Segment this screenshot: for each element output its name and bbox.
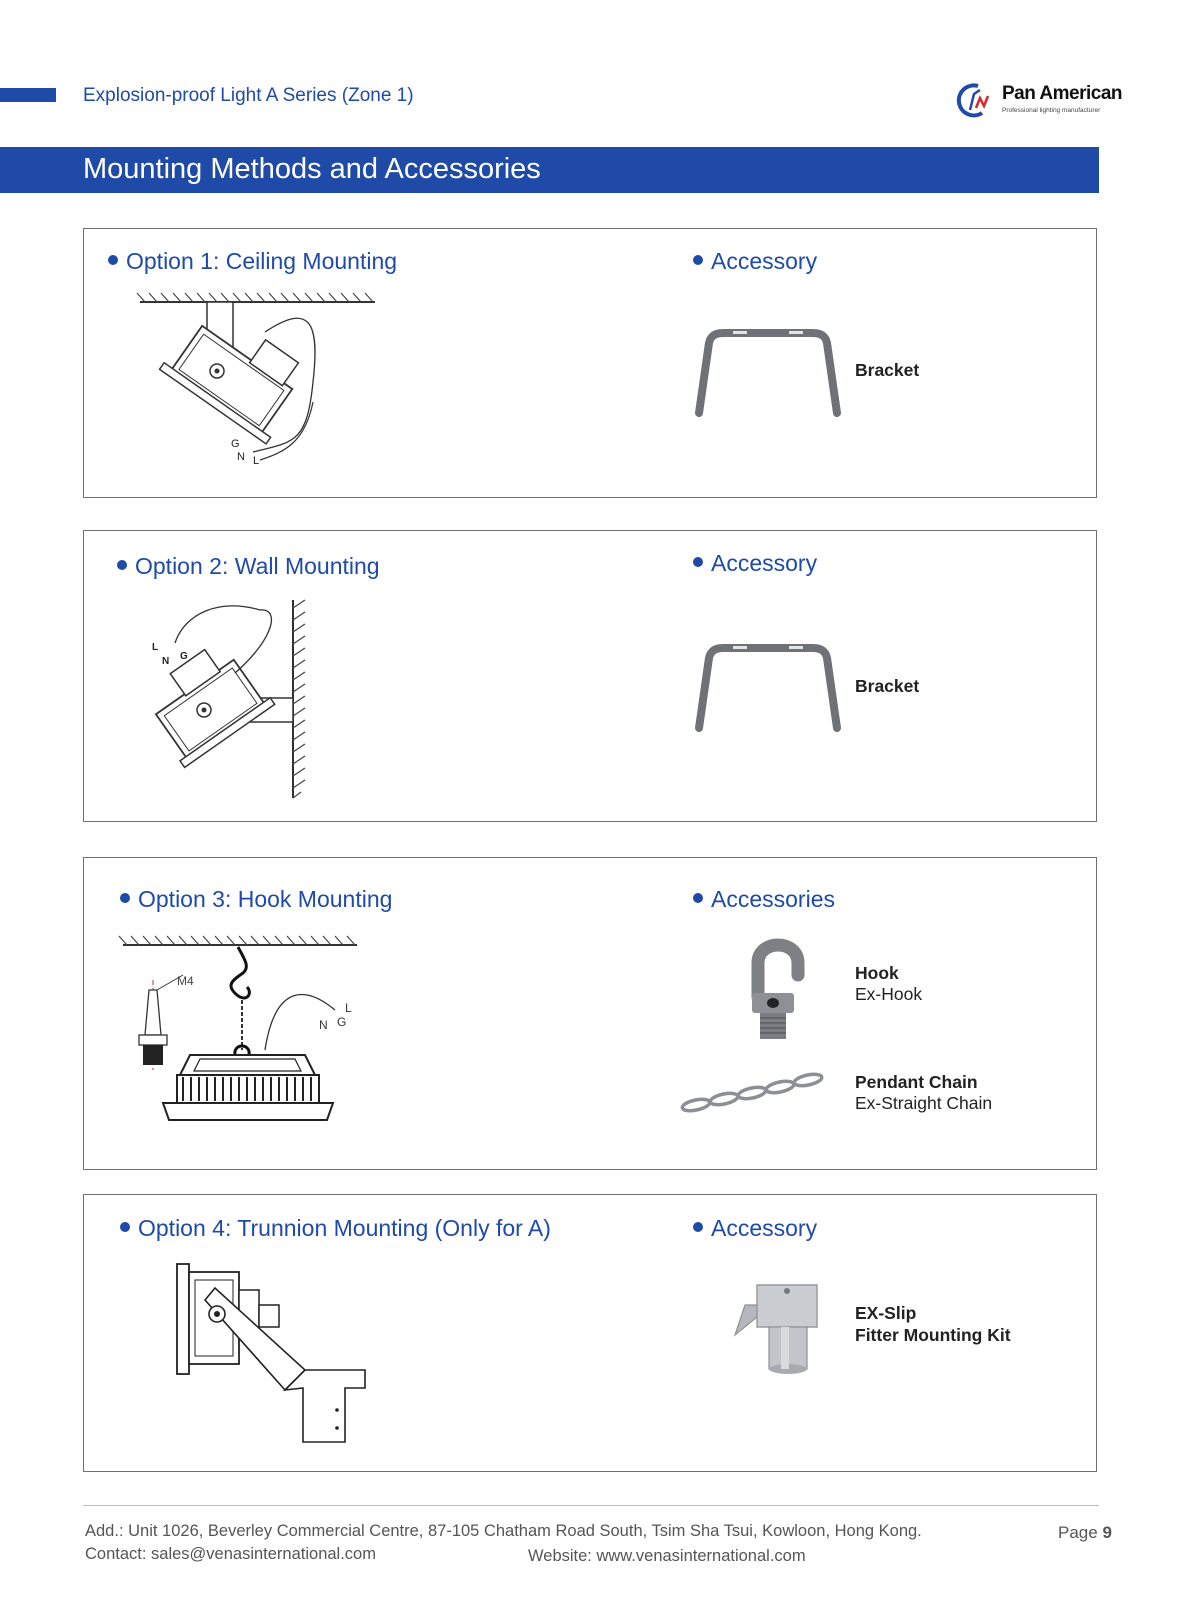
bullet-icon bbox=[693, 255, 703, 265]
bullet-icon bbox=[108, 255, 118, 265]
bullet-icon bbox=[120, 1222, 130, 1232]
wire-label-g: G bbox=[231, 438, 240, 450]
option-2-title: Option 2: Wall Mounting bbox=[117, 553, 380, 580]
pendant-chain-image bbox=[680, 1065, 830, 1115]
thread-label: M4 bbox=[177, 974, 194, 988]
series-title: Explosion-proof Light A Series (Zone 1) bbox=[83, 85, 414, 106]
ceiling-mount-diagram bbox=[135, 292, 385, 482]
bullet-icon bbox=[693, 557, 703, 567]
wire-label-l: L bbox=[253, 455, 260, 467]
footer-address: Add.: Unit 1026, Beverley Commercial Centre, 87-105 Chatham Road South, Tsim Sha Tsui, Kowloon, Hong Kong. bbox=[85, 1522, 922, 1540]
accessory-model: Fitter Mounting Kit bbox=[855, 1325, 1011, 1345]
accessory-name: Pendant Chain bbox=[855, 1072, 978, 1092]
hook-mount-diagram bbox=[115, 925, 375, 1150]
footer-website: Website: www.venasinternational.com bbox=[528, 1547, 806, 1565]
wire-label-l: L bbox=[345, 1001, 352, 1015]
section-title: Mounting Methods and Accessories bbox=[83, 153, 541, 185]
accessory-model: Ex-Hook bbox=[855, 984, 923, 1004]
hook-image bbox=[740, 935, 810, 1045]
brand-tagline: Professional lighting manufacturer bbox=[1002, 107, 1101, 114]
ex-slip-fitter-image bbox=[725, 1277, 825, 1377]
footer-divider bbox=[83, 1505, 1099, 1506]
wire-label-n: N bbox=[237, 451, 245, 463]
bullet-icon bbox=[693, 1222, 703, 1232]
option-4-accessory-heading: Accessory bbox=[693, 1215, 817, 1242]
brand-name: Pan American bbox=[1002, 83, 1123, 104]
option-2-accessory-heading: Accessory bbox=[693, 550, 817, 577]
accessory-name: EX-Slip bbox=[855, 1303, 917, 1323]
option-1-accessory-heading: Accessory bbox=[693, 248, 817, 275]
wall-mount-diagram bbox=[140, 598, 330, 803]
option-1-title: Option 1: Ceiling Mounting bbox=[108, 248, 397, 275]
trunnion-mount-diagram bbox=[175, 1260, 365, 1445]
bullet-icon bbox=[117, 560, 127, 570]
bracket-image bbox=[693, 325, 843, 415]
wire-label-g: G bbox=[337, 1015, 347, 1029]
header-accent-bar bbox=[0, 88, 56, 102]
bullet-icon bbox=[120, 893, 130, 903]
accessory-name: Bracket bbox=[855, 360, 920, 380]
wire-label-g: G bbox=[180, 651, 188, 662]
option-3-accessory-heading: Accessories bbox=[693, 886, 835, 913]
wire-label-n: N bbox=[319, 1018, 328, 1032]
bullet-icon bbox=[693, 893, 703, 903]
wire-label-l: L bbox=[152, 642, 159, 653]
accessory-model: Ex-Straight Chain bbox=[855, 1093, 993, 1113]
option-4-title: Option 4: Trunnion Mounting (Only for A) bbox=[120, 1215, 551, 1242]
page-number: Page 9 bbox=[1058, 1523, 1112, 1542]
wire-label-n: N bbox=[162, 656, 170, 667]
accessory-name: Hook bbox=[855, 963, 899, 983]
bracket-image bbox=[693, 640, 843, 730]
m4-eyebolt-detail bbox=[139, 974, 194, 1070]
option-3-title: Option 3: Hook Mounting bbox=[120, 886, 392, 913]
accessory-name: Bracket bbox=[855, 676, 920, 696]
footer-contact: Contact: sales@venasinternational.com bbox=[85, 1545, 376, 1563]
